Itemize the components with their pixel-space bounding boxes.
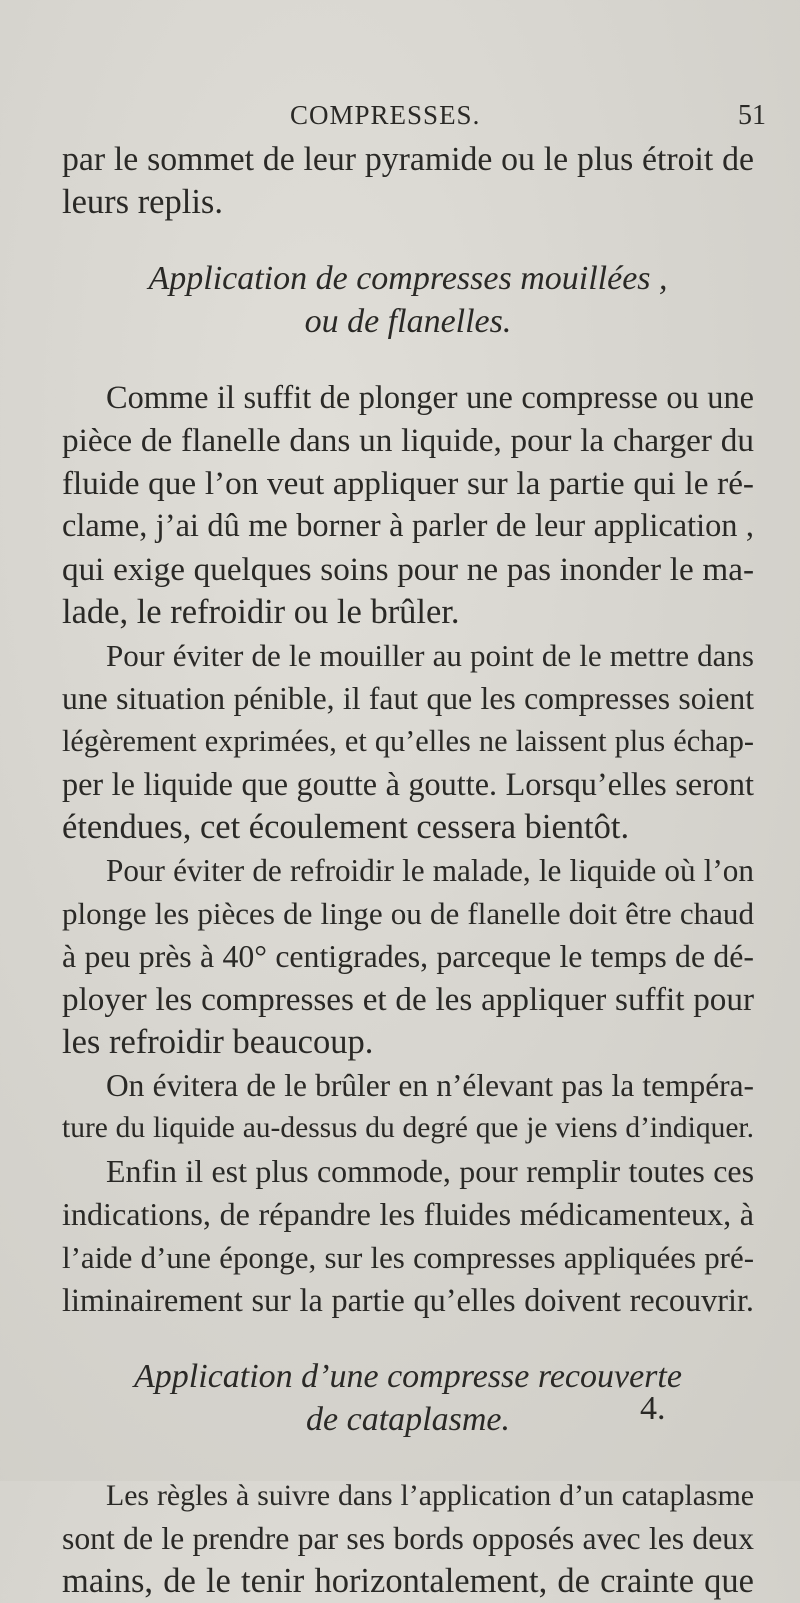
text-line: étendues, cet écoulement cessera bientôt. — [62, 808, 630, 846]
text-line: légèrement exprimées, et qu’elles ne laissent plus échap- — [62, 724, 754, 758]
text-line: plonge les pièces de linge ou de flanelle doit être chaud — [62, 896, 754, 931]
running-head — [0, 100, 800, 140]
signature-mark: 4. — [640, 1390, 666, 1427]
text-line: Les règles à suivre dans l’application d’un cataplasme — [106, 1479, 754, 1512]
text-line: les refroidir beaucoup. — [62, 1023, 374, 1061]
text-line: liminairement sur la partie qu’elles doivent recouvrir. — [62, 1282, 754, 1318]
spacer — [62, 343, 754, 376]
text-line: On évitera de le brûler en n’élevant pas la tempéra- — [106, 1068, 754, 1103]
section-heading: Application d’une compresse recouverte — [134, 1358, 682, 1395]
text-line: l’aide d’une éponge, sur les compresses appliquées pré- — [62, 1240, 754, 1275]
text-line: leurs replis. — [62, 183, 223, 221]
text-line: à peu près à 40° centigrades, parceque le temps de dé- — [62, 939, 754, 974]
text-line: sont de le prendre par ses bords opposés avec les deux — [62, 1521, 754, 1556]
text-line: Enfin il est plus commode, pour remplir toutes ces — [106, 1154, 754, 1189]
text-line: lade, le refroidir ou le brûler. — [62, 593, 460, 631]
text-line: pièce de flanelle dans un liquide, pour la charger du — [62, 422, 754, 459]
text-line: qui exige quelques soins pour ne pas inonder le ma- — [62, 551, 754, 588]
running-title: COMPRESSES. — [290, 100, 481, 130]
text-line: par le sommet de leur pyramide ou le plus étroit de — [62, 141, 754, 178]
body-text — [62, 138, 754, 1603]
text-line: ture du liquide au-dessus du degré que je viens d’indiquer. — [62, 1112, 754, 1144]
page-number: 51 — [738, 100, 766, 131]
text-line: indications, de répandre les fluides médicamenteux, à — [62, 1196, 754, 1232]
text-line: Comme il suffit de plonger une compresse ou une — [106, 379, 754, 415]
text-line: une situation pénible, il faut que les compresses soient — [62, 681, 754, 716]
text-line: fluide que l’on veut appliquer sur la partie qui le ré- — [62, 465, 754, 502]
spacer — [62, 1322, 754, 1355]
spacer — [62, 224, 754, 257]
text-line: mains, de le tenir horizontalement, de crainte que — [62, 1562, 754, 1600]
spacer — [62, 1441, 754, 1474]
text-line: Pour éviter de refroidir le malade, le liquide où l’on — [106, 853, 754, 888]
text-line: ployer les compresses et de les appliquer suffit pour — [62, 981, 754, 1018]
section-heading: de cataplasme. — [306, 1401, 510, 1438]
section-heading: ou de flanelles. — [304, 303, 512, 340]
section-heading: Application de compresses mouillées , — [148, 260, 668, 297]
text-line: per le liquide que goutte à goutte. Lorsqu’elles seront — [62, 766, 754, 802]
text-line: Pour éviter de le mouiller au point de le mettre dans — [106, 638, 754, 673]
text-line: clame, j’ai dû me borner à parler de leur application , — [62, 508, 754, 544]
